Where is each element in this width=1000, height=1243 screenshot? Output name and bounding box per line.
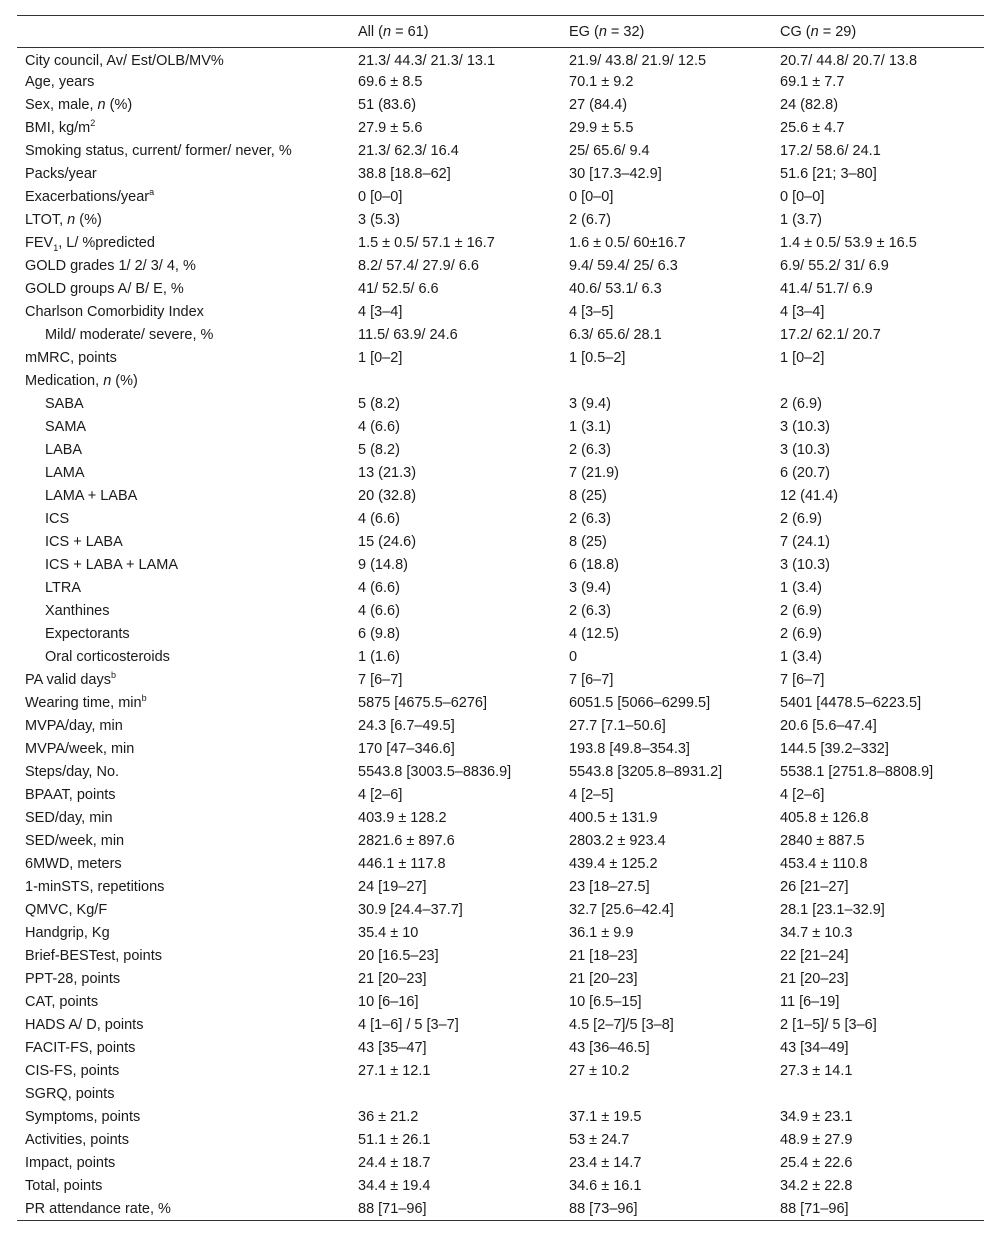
- value-all: 88 [71–96]: [350, 1198, 561, 1221]
- header-cell-eg: EG (n = 32): [561, 16, 772, 48]
- value-eg: 439.4 ± 125.2: [569, 856, 658, 872]
- value-all: 35.4 ± 10: [358, 925, 419, 941]
- value-all: 403.9 ± 128.2: [358, 810, 447, 826]
- value-all: 27.9 ± 5.6: [358, 120, 423, 136]
- row-label: Packs/year: [25, 166, 97, 182]
- value-eg: 3 (9.4): [569, 580, 611, 596]
- value-eg: 7 [6–7]: [569, 672, 614, 688]
- value-all: 5543.8 [3003.5–8836.9]: [358, 764, 512, 780]
- value-eg: 193.8 [49.8–354.3]: [569, 741, 690, 757]
- value-cg: [772, 370, 984, 393]
- value-all: 4 (6.6): [358, 603, 400, 619]
- value-eg: [561, 370, 772, 393]
- row-label: FACIT-FS, points: [25, 1040, 136, 1056]
- row-label: LTOT, n (%): [25, 212, 102, 228]
- row-label: Oral corticosteroids: [45, 649, 170, 665]
- value-all: 9 (14.8): [358, 557, 408, 573]
- value-cg: 2 (6.9): [780, 603, 822, 619]
- table-row: [17, 646, 984, 669]
- row-label: Expectorants: [45, 626, 130, 642]
- row-label: GOLD groups A/ B/ E, %: [25, 281, 184, 297]
- value-cg: 2 (6.9): [780, 396, 822, 412]
- value-all: 24.4 ± 18.7: [358, 1155, 431, 1171]
- row-label: MVPA/day, min: [25, 718, 123, 734]
- row-label: QMVC, Kg/F: [25, 902, 108, 918]
- value-cg: 6 (20.7): [780, 465, 830, 481]
- row-label: Xanthines: [45, 603, 110, 619]
- baseline-characteristics-table: [17, 15, 984, 1221]
- table-row: [17, 48, 984, 71]
- value-eg: 6051.5 [5066–6299.5]: [569, 695, 711, 711]
- value-eg: 53 ± 24.7: [569, 1132, 630, 1148]
- value-eg: 40.6/ 53.1/ 6.3: [569, 281, 662, 297]
- row-label: 6MWD, meters: [25, 856, 122, 872]
- value-eg: 9.4/ 59.4/ 25/ 6.3: [569, 258, 678, 274]
- value-cg: 48.9 ± 27.9: [780, 1132, 853, 1148]
- value-cg: 28.1 [23.1–32.9]: [780, 902, 885, 918]
- row-label: SAMA: [45, 419, 87, 435]
- table-row: [17, 278, 984, 301]
- value-all: 27.1 ± 12.1: [358, 1063, 431, 1079]
- table-row: [17, 577, 984, 600]
- value-eg: 0: [569, 649, 578, 665]
- table-row: [17, 508, 984, 531]
- value-all: 7 [6–7]: [358, 672, 403, 688]
- value-eg: 6.3/ 65.6/ 28.1: [569, 327, 662, 343]
- table-row: [17, 1198, 984, 1221]
- value-all: 15 (24.6): [358, 534, 417, 550]
- value-eg: 29.9 ± 5.5: [569, 120, 634, 136]
- value-all: 5875 [4675.5–6276]: [358, 695, 488, 711]
- row-label: mMRC, points: [25, 350, 117, 366]
- row-label: GOLD grades 1/ 2/ 3/ 4, %: [25, 258, 196, 274]
- table-row: [17, 301, 984, 324]
- value-eg: 5543.8 [3205.8–8931.2]: [569, 764, 723, 780]
- value-eg: 10 [6.5–15]: [569, 994, 642, 1010]
- table-row: [17, 393, 984, 416]
- value-cg: 22 [21–24]: [780, 948, 849, 964]
- value-cg: 11 [6–19]: [780, 994, 840, 1010]
- value-all: 24.3 [6.7–49.5]: [358, 718, 455, 734]
- row-label: Exacerbations/year$^a$: [25, 187, 155, 205]
- value-all: 43 [35–47]: [358, 1040, 427, 1056]
- value-cg: 3 (10.3): [780, 557, 830, 573]
- value-cg: 0 [0–0]: [780, 189, 825, 205]
- value-eg: 43 [36–46.5]: [569, 1040, 650, 1056]
- value-all: [350, 370, 561, 393]
- table-row: [17, 554, 984, 577]
- table-row: [17, 830, 984, 853]
- value-cg: 26 [21–27]: [780, 879, 849, 895]
- table-row: [17, 1175, 984, 1198]
- value-cg: 88 [71–96]: [772, 1198, 984, 1221]
- value-cg: 453.4 ± 110.8: [780, 856, 868, 872]
- value-cg: 1 (3.4): [780, 580, 822, 596]
- table-row: [17, 738, 984, 761]
- value-cg: 4 [3–4]: [780, 304, 825, 320]
- row-label: LABA: [45, 442, 83, 458]
- value-eg: 34.6 ± 16.1: [569, 1178, 642, 1194]
- value-all: 4 (6.6): [358, 580, 400, 596]
- value-eg: 30 [17.3–42.9]: [569, 166, 662, 182]
- table-row: [17, 853, 984, 876]
- value-cg: 7 [6–7]: [780, 672, 825, 688]
- row-label: Wearing time, $\min^b$: [25, 693, 147, 711]
- value-all: 10 [6–16]: [358, 994, 419, 1010]
- value-all: 170 [47–346.6]: [358, 741, 455, 757]
- table-row: [17, 715, 984, 738]
- value-cg: 6.9/ 55.2/ 31/ 6.9: [780, 258, 889, 274]
- row-label: CAT, points: [25, 994, 99, 1010]
- row-label: PPT-28, points: [25, 971, 121, 987]
- row-label: SED/day, min: [25, 810, 113, 826]
- value-eg: 27.7 [7.1–50.6]: [569, 718, 666, 734]
- table-header-row: [17, 16, 984, 48]
- table-row: [17, 163, 984, 186]
- value-cg: 27.3 ± 14.1: [780, 1063, 853, 1079]
- row-label: PR attendance rate, %: [17, 1198, 350, 1221]
- table-row: [17, 531, 984, 554]
- value-cg: 51.6 [21; 3–80]: [780, 166, 877, 182]
- table-row: [17, 186, 984, 209]
- value-eg: 21.9/ 43.8/ 21.9/ 12.5: [569, 52, 707, 69]
- value-cg: 24 (82.8): [780, 97, 839, 113]
- value-eg: 2 (6.3): [569, 511, 611, 527]
- row-label: LAMA: [45, 465, 85, 481]
- value-all: 5 (8.2): [358, 396, 400, 412]
- value-cg: 4 [2–6]: [780, 787, 825, 803]
- row-label: Charlson Comorbidity Index: [25, 304, 204, 320]
- value-cg: 405.8 ± 126.8: [780, 810, 869, 826]
- row-label: Symptoms, points: [25, 1109, 141, 1125]
- row-label: HADS A/ D, points: [25, 1017, 144, 1033]
- value-cg: 5538.1 [2751.8–8808.9]: [780, 764, 934, 780]
- value-all: 30.9 [24.4–37.7]: [358, 902, 463, 918]
- value-cg: 25.6 ± 4.7: [780, 120, 845, 136]
- row-label: CIS-FS, points: [25, 1063, 120, 1079]
- value-cg: [772, 1083, 984, 1106]
- row-label: ICS + LABA: [45, 534, 123, 550]
- value-all: 4 (6.6): [358, 419, 400, 435]
- row-label: 1-minSTS, repetitions: [25, 879, 165, 895]
- table-row: [17, 1014, 984, 1037]
- value-eg: 1 [0.5–2]: [569, 350, 626, 366]
- value-cg: 69.1 ± 7.7: [780, 74, 845, 90]
- value-cg: 34.2 ± 22.8: [780, 1178, 853, 1194]
- row-label: ICS: [45, 511, 70, 527]
- table-row: [17, 416, 984, 439]
- value-cg: 144.5 [39.2–332]: [780, 741, 889, 757]
- table-row: [17, 945, 984, 968]
- value-all: 8.2/ 57.4/ 27.9/ 6.6: [358, 258, 479, 274]
- value-all: 4 [1–6] / 5 [3–7]: [358, 1017, 459, 1033]
- value-all: 1.5 ± 0.5/ 57.1 ± 16.7: [358, 235, 495, 251]
- value-all: 41/ 52.5/ 6.6: [358, 281, 439, 297]
- value-eg: 27 (84.4): [569, 97, 628, 113]
- table-row: [17, 968, 984, 991]
- value-all: 11.5/ 63.9/ 24.6: [358, 327, 458, 343]
- value-all: 36 ± 21.2: [358, 1109, 419, 1125]
- table-row: [17, 623, 984, 646]
- value-eg: 400.5 ± 131.9: [569, 810, 658, 826]
- row-label: Impact, points: [25, 1155, 116, 1171]
- row-label: LTRA: [45, 580, 81, 596]
- value-eg: 1.6 ± 0.5/ 60±16.7: [569, 235, 686, 251]
- row-label: $FEV_1$, L/ %predicted: [25, 235, 155, 253]
- header-cell-cg: CG (n = 29): [772, 16, 984, 48]
- table-row: [17, 324, 984, 347]
- value-all: 5 (8.2): [358, 442, 400, 458]
- value-all: 21.3/ 62.3/ 16.4: [358, 143, 459, 159]
- table-row: [17, 1083, 984, 1106]
- value-all: 4 [2–6]: [358, 787, 403, 803]
- row-label: LAMA + LABA: [45, 488, 138, 504]
- table-row: [17, 255, 984, 278]
- value-eg: 25/ 65.6/ 9.4: [569, 143, 650, 159]
- value-eg: 2 (6.3): [569, 603, 611, 619]
- row-label: MVPA/week, min: [25, 741, 135, 757]
- value-cg: 17.2/ 62.1/ 20.7: [780, 327, 881, 343]
- value-eg: 32.7 [25.6–42.4]: [569, 902, 674, 918]
- value-all: 38.8 [18.8–62]: [358, 166, 451, 182]
- value-all: 24 [19–27]: [358, 879, 427, 895]
- value-eg: 36.1 ± 9.9: [569, 925, 634, 941]
- table-row: [17, 1037, 984, 1060]
- table-row: [17, 807, 984, 830]
- row-label: City council, Av/ Est/OLB/MV%: [25, 52, 224, 69]
- row-label: ICS + LABA + LAMA: [45, 557, 178, 573]
- table-row: [17, 876, 984, 899]
- table-row: [17, 439, 984, 462]
- table-row: [17, 485, 984, 508]
- value-all: 446.1 ± 117.8: [358, 856, 446, 872]
- value-all: 21.3/ 44.3/ 21.3/ 13.1: [358, 52, 496, 69]
- row-label: PA valid days$^b$: [25, 670, 116, 688]
- table-row: [17, 140, 984, 163]
- value-cg: 2 [1–5]/ 5 [3–6]: [780, 1017, 877, 1033]
- value-all: 20 [16.5–23]: [358, 948, 439, 964]
- table-row: [17, 899, 984, 922]
- value-eg: 4 [2–5]: [569, 787, 614, 803]
- table-row: [17, 922, 984, 945]
- value-eg: 1 (3.1): [569, 419, 611, 435]
- table-row: [17, 1106, 984, 1129]
- value-eg: 4.5 [2–7]/5 [3–8]: [569, 1017, 674, 1033]
- value-cg: 43 [34–49]: [780, 1040, 849, 1056]
- value-eg: 7 (21.9): [569, 465, 619, 481]
- table-row: [17, 1152, 984, 1175]
- row-label: SED/week, min: [25, 833, 125, 849]
- value-cg: 3 (10.3): [780, 419, 830, 435]
- value-cg: 34.7 ± 10.3: [780, 925, 853, 941]
- value-eg: 23.4 ± 14.7: [569, 1155, 642, 1171]
- table-row: [17, 600, 984, 623]
- value-eg: 4 [3–5]: [569, 304, 614, 320]
- value-all: 1 [0–2]: [358, 350, 403, 366]
- table-row: [17, 94, 984, 117]
- value-eg: 88 [73–96]: [561, 1198, 772, 1221]
- table-row: [17, 692, 984, 715]
- value-cg: 12 (41.4): [780, 488, 839, 504]
- value-all: 51.1 ± 26.1: [358, 1132, 431, 1148]
- header-cell-variable: [17, 16, 350, 48]
- table-row: [17, 669, 984, 692]
- table-row: [17, 761, 984, 784]
- value-eg: 6 (18.8): [569, 557, 619, 573]
- value-all: 4 [3–4]: [358, 304, 403, 320]
- row-label: Steps/day, No.: [25, 764, 120, 780]
- value-cg: 2840 ± 887.5: [780, 833, 865, 849]
- row-label: BMI, $kg/m^2$: [25, 118, 96, 136]
- value-eg: 2 (6.3): [569, 442, 611, 458]
- header-cell-all: All (n = 61): [350, 16, 561, 48]
- value-eg: 3 (9.4): [569, 396, 611, 412]
- value-cg: 21 [20–23]: [780, 971, 849, 987]
- table-row: [17, 347, 984, 370]
- table-row: [17, 462, 984, 485]
- row-label: Sex, male, n (%): [25, 97, 133, 113]
- value-all: 20 (32.8): [358, 488, 417, 504]
- value-cg: 1 [0–2]: [780, 350, 825, 366]
- value-cg: 41.4/ 51.7/ 6.9: [780, 281, 873, 297]
- value-cg: 5401 [4478.5–6223.5]: [780, 695, 922, 711]
- table-row: [17, 1129, 984, 1152]
- value-cg: 2 (6.9): [780, 626, 822, 642]
- table-row: [17, 784, 984, 807]
- value-all: 13 (21.3): [358, 465, 417, 481]
- value-eg: 70.1 ± 9.2: [569, 74, 634, 90]
- value-eg: 0 [0–0]: [569, 189, 614, 205]
- value-eg: 4 (12.5): [569, 626, 619, 642]
- value-eg: [561, 1083, 772, 1106]
- value-all: 2821.6 ± 897.6: [358, 833, 455, 849]
- value-cg: 3 (10.3): [780, 442, 830, 458]
- value-cg: 1 (3.4): [780, 649, 822, 665]
- value-eg: 2803.2 ± 923.4: [569, 833, 666, 849]
- value-all: 3 (5.3): [358, 212, 400, 228]
- value-eg: 21 [20–23]: [569, 971, 638, 987]
- value-cg: 1 (3.7): [780, 212, 822, 228]
- row-label: Brief-BESTest, points: [25, 948, 162, 964]
- table-row: [17, 991, 984, 1014]
- value-all: 34.4 ± 19.4: [358, 1178, 431, 1194]
- row-label: Smoking status, current/ former/ never, %: [25, 143, 292, 159]
- value-cg: 34.9 ± 23.1: [780, 1109, 853, 1125]
- value-cg: 2 (6.9): [780, 511, 822, 527]
- value-all: 21 [20–23]: [358, 971, 427, 987]
- table-row: [17, 232, 984, 255]
- value-all: 6 (9.8): [358, 626, 400, 642]
- value-cg: 1.4 ± 0.5/ 53.9 ± 16.5: [780, 235, 917, 251]
- value-eg: 23 [18–27.5]: [569, 879, 650, 895]
- value-all: 0 [0–0]: [358, 189, 403, 205]
- value-cg: 17.2/ 58.6/ 24.1: [780, 143, 881, 159]
- row-label: SABA: [45, 396, 84, 412]
- value-eg: 21 [18–23]: [569, 948, 638, 964]
- value-cg: 20.7/ 44.8/ 20.7/ 13.8: [780, 52, 918, 69]
- table-row: [17, 71, 984, 94]
- value-eg: 27 ± 10.2: [569, 1063, 630, 1079]
- value-cg: 7 (24.1): [780, 534, 830, 550]
- value-all: 4 (6.6): [358, 511, 400, 527]
- value-eg: 8 (25): [569, 488, 607, 504]
- row-label: SGRQ, points: [25, 1086, 115, 1102]
- table-row: [17, 370, 984, 393]
- value-cg: 20.6 [5.6–47.4]: [780, 718, 877, 734]
- value-all: 51 (83.6): [358, 97, 417, 113]
- value-eg: 2 (6.7): [569, 212, 611, 228]
- row-label: Age, years: [25, 74, 95, 90]
- table-row: [17, 117, 984, 140]
- value-eg: 37.1 ± 19.5: [569, 1109, 642, 1125]
- table-row: [17, 209, 984, 232]
- row-label: Mild/ moderate/ severe, %: [45, 327, 214, 343]
- row-label: Total, points: [25, 1178, 103, 1194]
- value-all: [350, 1083, 561, 1106]
- table-body: [17, 48, 984, 1221]
- value-cg: 25.4 ± 22.6: [780, 1155, 853, 1171]
- value-all: 69.6 ± 8.5: [358, 74, 423, 90]
- value-eg: 8 (25): [569, 534, 607, 550]
- row-label: Handgrip, Kg: [25, 925, 110, 941]
- row-label: Medication, n (%): [25, 373, 138, 389]
- row-label: BPAAT, points: [25, 787, 116, 803]
- table-row: [17, 1060, 984, 1083]
- row-label: Activities, points: [25, 1132, 129, 1148]
- value-all: 1 (1.6): [358, 649, 400, 665]
